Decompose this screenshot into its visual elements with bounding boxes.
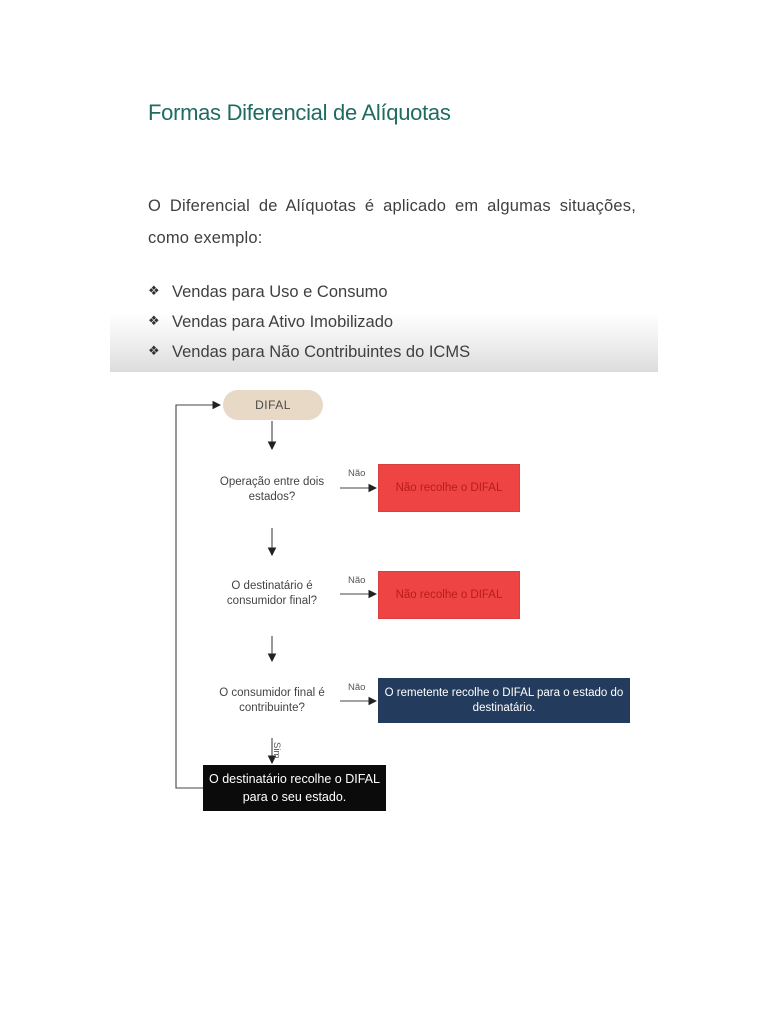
diamond-bullet-icon: ❖	[148, 344, 160, 359]
page-title: Formas Diferencial de Alíquotas	[148, 100, 451, 125]
bullet-text: Vendas para Uso e Consumo	[172, 283, 388, 301]
bullet-item	[148, 337, 470, 367]
question-node: Operação entre dois estados?	[219, 476, 325, 503]
question-node: O destinatário é consumidor final?	[226, 580, 318, 607]
bullet-text: Vendas para Ativo Imobilizado	[172, 313, 394, 331]
result-box-no-difal: Não recolhe o DIFAL	[378, 571, 520, 619]
result-box-no-difal: Não recolhe o DIFAL	[378, 464, 520, 512]
bullet-list	[148, 277, 470, 367]
yes-label: Sim	[271, 742, 282, 759]
no-label: Não	[348, 682, 366, 693]
no-label: Não	[348, 575, 366, 586]
start-node: DIFAL	[223, 390, 323, 420]
question-node: O consumidor final é contribuinte?	[219, 687, 325, 714]
bullet-item	[148, 277, 470, 307]
diamond-bullet-icon: ❖	[148, 314, 160, 329]
bullet-text: Vendas para Não Contribuintes do ICMS	[172, 343, 471, 361]
result-box-recipient-pays: O destinatário recolhe o DIFAL para o seu estado.	[203, 765, 386, 811]
bullet-item	[148, 307, 470, 337]
intro-paragraph: O Diferencial de Alíquotas é aplicado em algumas situações, como exemplo:	[148, 197, 636, 247]
diamond-bullet-icon: ❖	[148, 284, 160, 299]
no-label: Não	[348, 468, 366, 479]
result-box-sender-pays: O remetente recolhe o DIFAL para o estado do destinatário.	[378, 678, 630, 723]
